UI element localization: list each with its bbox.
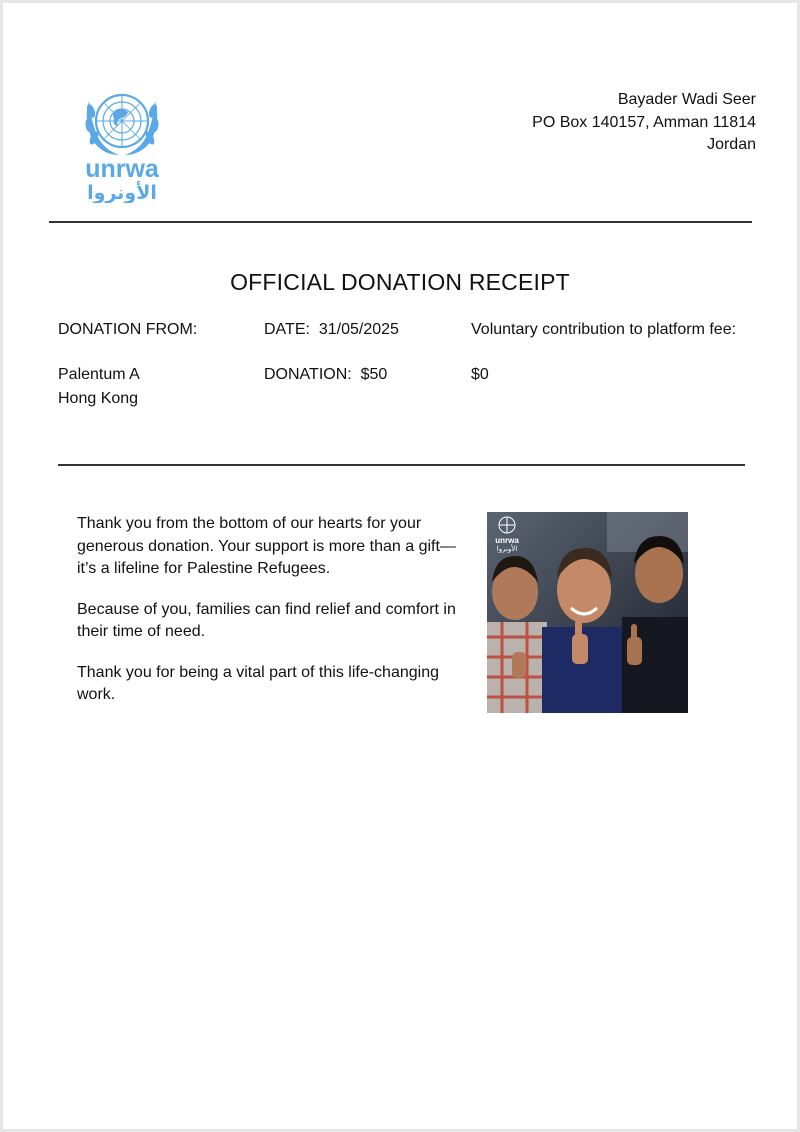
date-value: 31/05/2025 bbox=[318, 321, 399, 338]
donation-value: $50 bbox=[360, 366, 388, 383]
date-field bbox=[264, 318, 399, 342]
unrwa-logo bbox=[75, 81, 169, 203]
header-divider bbox=[49, 221, 752, 223]
logo-text-latin: unrwa bbox=[85, 155, 159, 183]
details-divider bbox=[58, 464, 745, 466]
platform-fee-label: Voluntary contribution to platform fee: bbox=[471, 321, 737, 338]
receipt-page bbox=[3, 3, 797, 1129]
donation-from-label: DONATION FROM: bbox=[58, 321, 198, 338]
address-line: Jordan bbox=[707, 136, 756, 153]
logo-text-arabic: الأونروا bbox=[87, 182, 157, 203]
message-paragraph: Because of you, families can find relief and comfort in their time of need. bbox=[77, 600, 456, 640]
organization-address bbox=[532, 89, 756, 157]
message-paragraph: Thank you from the bottom of our hearts for your generous donation. Your support is more than a gift—it’s a lifeline for Palestine Refugees. bbox=[77, 515, 456, 577]
children-photo bbox=[487, 512, 688, 713]
platform-fee-value: $0 bbox=[471, 366, 489, 383]
receipt-title: OFFICIAL DONATION RECEIPT bbox=[230, 269, 570, 295]
address-line: PO Box 140157, Amman 11814 bbox=[532, 113, 756, 131]
donor-location: Hong Kong bbox=[58, 390, 139, 407]
un-emblem-icon bbox=[75, 81, 169, 203]
donor-name: Palentum A bbox=[58, 366, 140, 383]
donation-label: DONATION: bbox=[264, 366, 352, 383]
address-line: Bayader Wadi Seer bbox=[617, 91, 756, 108]
photo-watermark-arabic: الأونروا bbox=[496, 545, 518, 553]
date-label: DATE: bbox=[264, 321, 310, 338]
donor-block bbox=[58, 363, 140, 411]
message-paragraph: Thank you for being a vital part of this life-changing work. bbox=[77, 663, 439, 703]
donation-field bbox=[264, 363, 387, 387]
photo-watermark-latin: unrwa bbox=[495, 536, 519, 545]
thank-you-message bbox=[77, 513, 457, 725]
